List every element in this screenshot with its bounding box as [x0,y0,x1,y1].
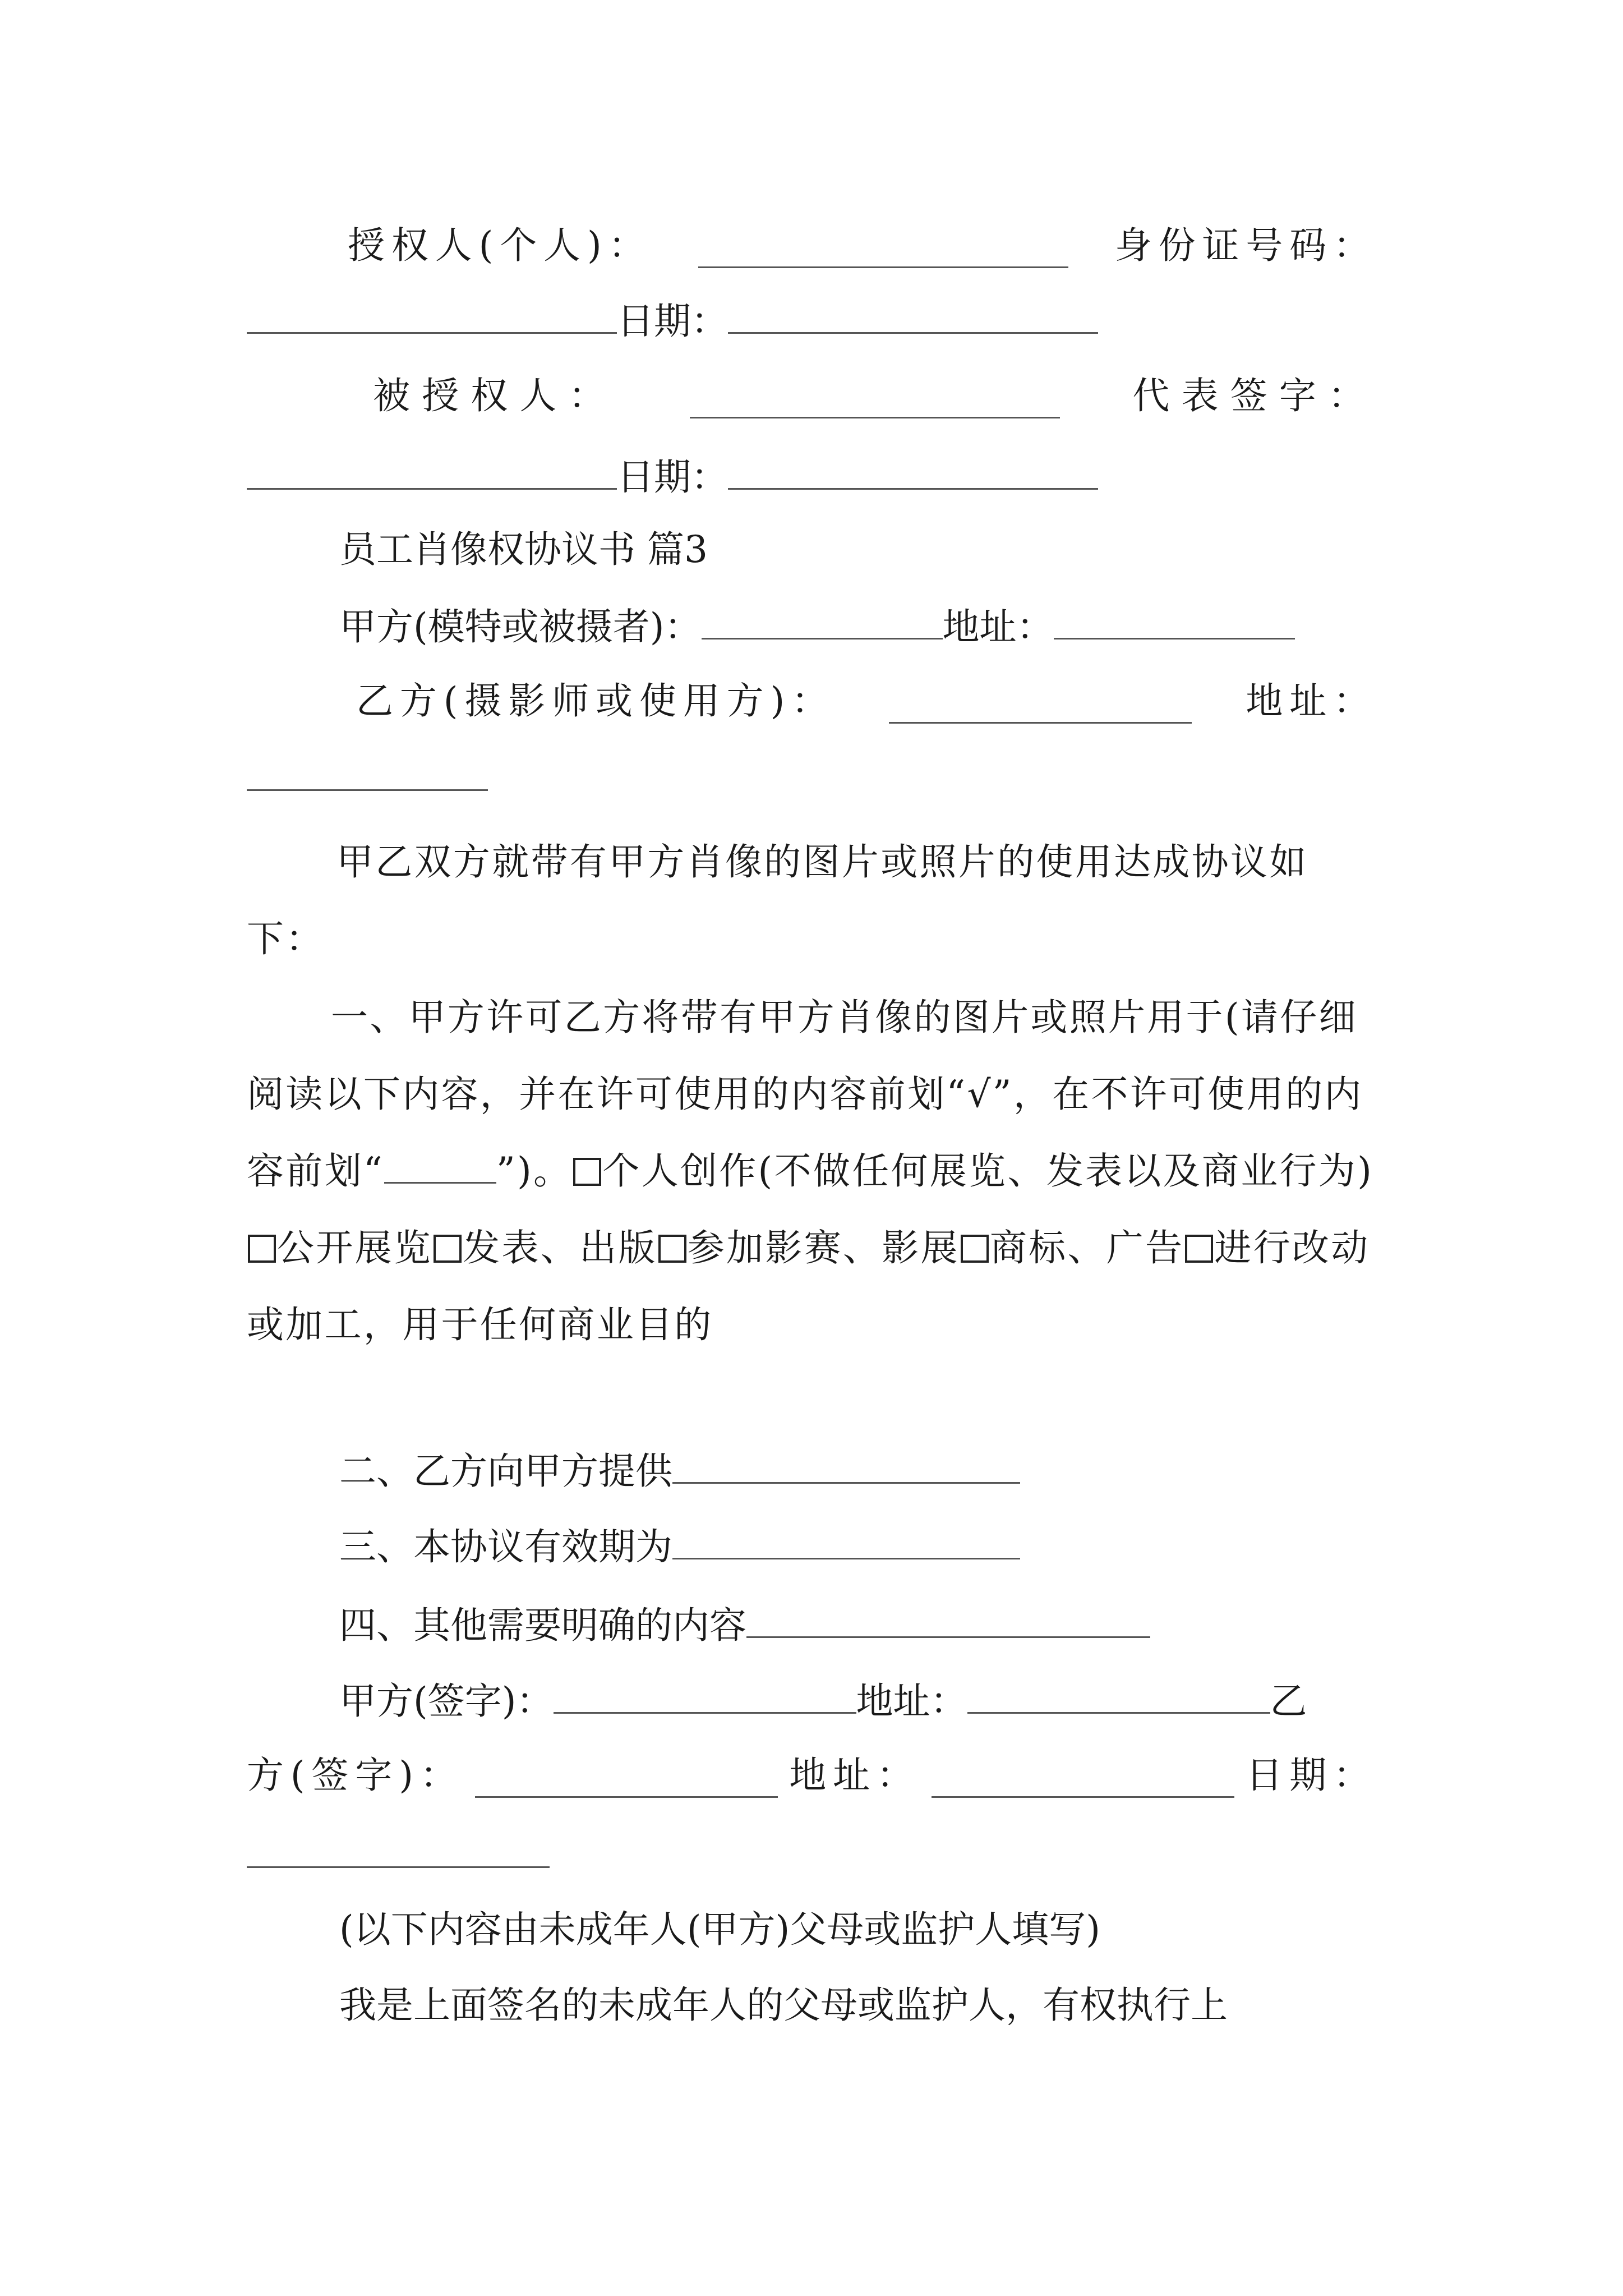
clause-2-blank[interactable] [672,1447,1020,1484]
party-a-label: 甲方(模特或被摄者)： [339,605,702,648]
party-b-label: 乙方(摄影师或使用方)： [356,679,836,723]
date-label-2: 日期： [617,455,728,499]
party-b-address-line [247,754,488,799]
clause-1-mark-blank[interactable] [384,1149,496,1184]
id-number-blank[interactable] [247,297,617,334]
date-label-1: 日期： [617,300,728,343]
party-b-address-label: 地址： [1246,679,1377,723]
party-b-address-blank[interactable] [247,754,488,791]
clause-4-text: 四、其他需要明确的内容 [339,1604,746,1647]
clause-1-paragraph [247,979,1380,1363]
option-checkbox-4[interactable] [658,1235,686,1263]
clause-3-line [339,1523,1020,1568]
guardian-note: (以下内容由未成年人(甲方)父母或监护人填写) [339,1908,1100,1951]
clause-1-text-a: 一、甲方许可乙方将带有甲方肖像的图片或照片用于(请仔细阅读以下内容，并在许可使用的内容前划“√”，在不许可使用的内容前划“ [247,996,1363,1193]
option-1-label: 个人创作(不做任何展览、发表以及商业行为) [602,1149,1374,1193]
clause-3-blank[interactable] [672,1523,1020,1559]
sign-date-blank[interactable] [247,1832,550,1868]
option-checkbox-3[interactable] [434,1235,462,1263]
party-a-address-label: 地址： [942,605,1054,648]
sign-date-label: 日期： [1246,1754,1377,1797]
option-checkbox-2[interactable] [248,1235,276,1263]
party-a-address-blank[interactable] [1054,603,1295,639]
party-b-line [356,679,1377,724]
option-3-label: 发表、出版 [463,1226,657,1269]
authorizer-line [348,223,1377,268]
authorized-line [373,374,1377,418]
authorized-label: 被授权人： [373,374,617,417]
clause-4-blank[interactable] [746,1602,1150,1638]
id-number-label: 身份证号码： [1114,224,1377,267]
party-b-prefix: 乙 [1270,1680,1307,1723]
clause-2-line [339,1447,1020,1492]
authorizer-blank[interactable] [698,232,1068,268]
party-b-signature-label: 方(签字)： [247,1754,464,1797]
clause-3-text: 三、本协议有效期为 [339,1525,672,1568]
option-checkbox-1[interactable] [573,1158,601,1186]
option-checkbox-6[interactable] [1185,1235,1213,1263]
party-a-line [339,603,1295,648]
clause-2-text: 二、乙方向甲方提供 [339,1450,672,1493]
date-blank-1[interactable] [728,297,1098,334]
party-a-sign-address-blank[interactable] [967,1677,1270,1714]
guardian-statement: 我是上面签名的未成年人的父母或监护人，有权执行上 [339,1984,1228,2027]
option-2-label: 公开展览 [277,1226,433,1269]
option-checkbox-5[interactable] [961,1235,989,1263]
authorized-blank[interactable] [690,382,1060,418]
party-a-sign-address-label: 地址： [856,1680,967,1723]
party-b-blank[interactable] [889,687,1192,724]
party-b-sign-address-label: 地址： [789,1754,920,1797]
party-b-sign-address-blank[interactable] [932,1761,1234,1798]
sign-date-line [247,1832,550,1876]
signature-line-b [247,1753,1377,1798]
date-blank-2[interactable] [728,453,1098,490]
clause-4-line [339,1602,1150,1646]
authorizer-label: 授权人(个人)： [348,224,652,267]
option-4-label: 参加影赛、影展 [687,1226,960,1269]
party-b-signature-blank[interactable] [475,1761,778,1798]
option-5-label: 商标、广告 [989,1226,1184,1269]
date-line-1 [247,297,1098,342]
signature-line-a [339,1677,1307,1722]
representative-signature-label: 代表签字： [1132,374,1377,417]
section-title: 员工肖像权协议书 篇3 [339,528,708,571]
intro-paragraph [247,823,1380,977]
signature-blank[interactable] [247,453,617,490]
clause-1-text-b: ”)。 [496,1149,573,1193]
option-6-label: 进行改动或加工，用于任何商业目的 [247,1226,1370,1346]
party-a-signature-blank[interactable] [554,1677,856,1714]
party-a-signature-label: 甲方(签字)： [339,1680,554,1723]
date-line-2 [247,453,1098,498]
party-a-blank[interactable] [702,603,943,639]
intro-text: 甲乙双方就带有甲方肖像的图片或照片的使用达成协议如下： [247,840,1308,960]
